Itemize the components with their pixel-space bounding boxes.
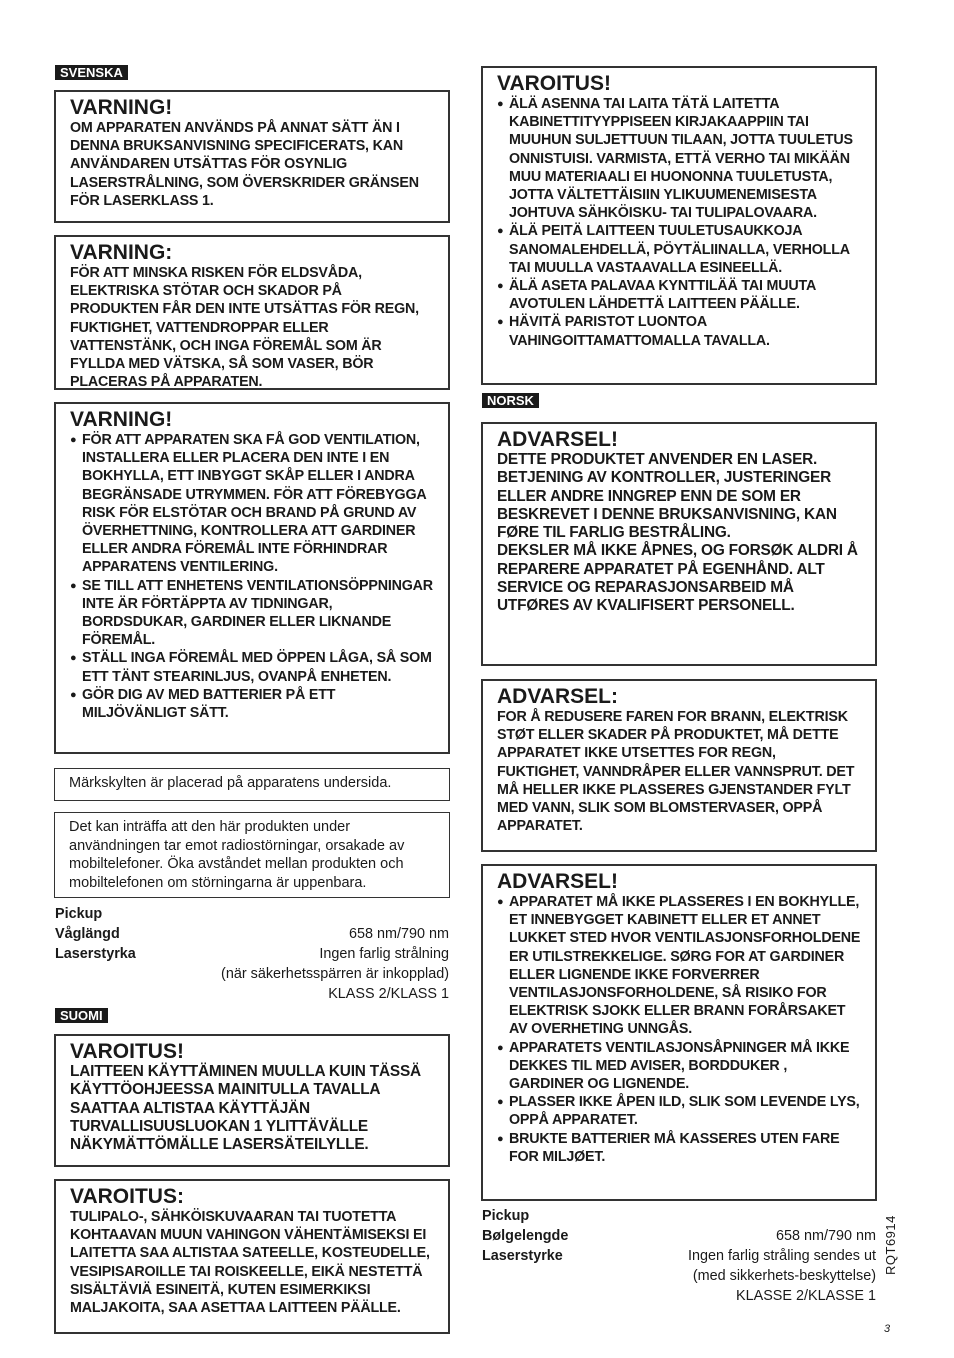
- spec-label: Våglängd: [55, 926, 120, 942]
- bullet-item: ● SE TILL ATT ENHETENS VENTILATIONSÖPPNINGAR INTE ÄR FÖRTÄPPTA AV TIDNINGAR, BORDSDUKAR, GARDINER ELLER LIKNANDE FÖREMÅL.: [70, 577, 434, 650]
- interference-note: [54, 812, 450, 898]
- spec-value: Ingen farlig strålning: [319, 946, 449, 962]
- spec-value: 658 nm/790 nm: [776, 1228, 876, 1244]
- laser-spec-sv: [55, 904, 449, 1004]
- warning-heading: VARNING!: [70, 96, 173, 119]
- bullet-item: ● HÄVITÄ PARISTOT LUONTOA VAHINGOITTAMATTOMALLA TAVALLA.: [497, 313, 861, 349]
- page-number: 3: [884, 1323, 891, 1335]
- warning-heading: VARNING:: [70, 241, 173, 264]
- spec-heading: Pickup: [482, 1208, 530, 1224]
- warning-box-ventilation-no: [481, 864, 877, 1201]
- spec-value: 658 nm/790 nm: [349, 926, 449, 942]
- document-code: RQT6914: [883, 1215, 898, 1275]
- bullet-item: ● ÄLÄ ASENNA TAI LAITA TÄTÄ LAITETTA KABINETTITYYPPISEEN KIRJAKAAPPIIN TAI MUUHUN SULJETTUUN TILAAN, JOTTA TUULETUS ONNISTUISI. VARMISTA, ETTÄ VERHO TAI MIKÄÄN MUU MATERIAALI EI HUONONNA TUULETUSTA, JOTTA VÄLTETTÄISIIN YLIKUUMENEMISESTA JOHTUVA SÄHKÖISKU- TAI TULIPALOVAARA.: [497, 95, 861, 222]
- warning-heading: ADVARSEL!: [497, 870, 618, 893]
- warning-heading: VARNING!: [70, 408, 173, 431]
- bullet-item: ● STÄLL INGA FÖREMÅL MED ÖPPEN LÅGA, SÅ SOM ETT TÄNT STEARINLJUS, OVANPÅ ENHETEN.: [70, 649, 434, 685]
- warning-text: FOR Å REDUSERE FAREN FOR BRANN, ELEKTRISK STØT ELLER SKADER PÅ PRODUKTET, MÅ DETTE APPARATET IKKE UTSETTES FOR REGN, FUKTIGHET, VANNDRÅPER ELLER VANNSPRUT. DET MÅ HELLER IKKE PLASSERES GJENSTANDER FYLT MED VANN, SLIK SOM BLOMSTERVASER, OPPÅ APPARATET.: [497, 709, 855, 835]
- spec-label: Laserstyrke: [482, 1248, 563, 1264]
- warning-box-fire-sv: [54, 235, 450, 390]
- spec-value: KLASS 2/KLASS 1: [328, 986, 449, 1002]
- warning-text: DEKSLER MÅ IKKE ÅPNES, OG FORSØK ALDRI Å REPARERE APPARATET PÅ EGENHÅND. ALT SERVICE OG REPARASJONSARBEID MÅ UTFØRES AV KVALIFISERT PERSONELL.: [497, 542, 858, 615]
- warning-heading: VAROITUS!: [70, 1040, 184, 1063]
- warning-heading: VAROITUS:: [70, 1185, 184, 1208]
- warning-text: FÖR ATT MINSKA RISKEN FÖR ELDSVÅDA, ELEKTRISKA STÖTAR OCH SKADOR PÅ PRODUKTEN FÅR DEN INTE UTSÄTTAS FÖR REGN, FUKTIGHET, VATTENDROPPAR ELLER VATTENSTÄNK, OCH INGA FÖREMÅL SOM ÄR FYLLDA MED VÄTSKA, SÅ SOM VASER, BÖR PLACERAS PÅ APPARATEN.: [70, 265, 419, 391]
- note-text: Det kan inträffa att den här produkten under användningen tar emot radiostörningar, orsakade av mobiltelefoner. Öka avståndet mellan produkten och mobiltelefonen om störningarna är uppenbara.: [69, 819, 405, 891]
- spec-value: KLASSE 2/KLASSE 1: [736, 1288, 876, 1304]
- spec-value: Ingen farlig stråling sendes ut: [688, 1248, 876, 1264]
- spec-label: Bølgelengde: [482, 1228, 569, 1244]
- warning-text: LAITTEEN KÄYTTÄMINEN MUULLA KUIN TÄSSÄ KÄYTTÖOHJEESSA MAINITULLA TAVALLA SAATTAA ALTISTAA KÄYTTÄJÄN TURVALLISUUSLUOKAN 1 YLITTÄVÄLLE NÄKYMÄTTÖMÄLLE LASERSÄTEILYLLE.: [70, 1063, 421, 1154]
- warning-box-laser-sv: [54, 90, 450, 223]
- bullet-item: ● APPARATETS VENTILASJONSÅPNINGER MÅ IKKE DEKKES TIL MED AVISER, BORDDUKER , GARDINER OG LIGNENDE.: [497, 1039, 861, 1094]
- bullet-item: ● ÄLÄ PEITÄ LAITTEEN TUULETUSAUKKOJA SANOMALEHDELLÄ, PÖYTÄLIINALLA, VERHOLLA TAI MUULLA VASTAAVALLA ESINEELLÄ.: [497, 222, 861, 277]
- warning-heading: VAROITUS!: [497, 72, 611, 95]
- bullet-item: ● APPARATET MÅ IKKE PLASSERES I EN BOKHYLLE, ET INNEBYGGET KABINETT ELLER ET ANNET LUKKET STED HVOR VENTILASJONSFORHOLDENE ER UTILSTREKKELIGE. SØRG FOR AT GARDINER ELLER LIGNENDE IKKE FORVERRER VENTILASJONSFORHOLDENE, SÅ RISIKO FOR ELEKTRISK SJOKK ELLER BRANN FORÅRSAKET AV OVERHETING UNNGÅS.: [497, 893, 861, 1039]
- bullet-item: ● GÖR DIG AV MED BATTERIER PÅ ETT MILJÖVÄNLIGT SÄTT.: [70, 686, 434, 722]
- spec-heading: Pickup: [55, 906, 103, 922]
- language-tag-svenska: SVENSKA: [55, 65, 128, 80]
- laser-spec-no: [482, 1206, 876, 1306]
- warning-text: TULIPALO-, SÄHKÖISKUVAARAN TAI TUOTETTA KOHTAAVAN MUUN VAHINGON VÄHENTÄMISEKSI EI LAITETTA SAA ALTISTAA SATEELLE, KOSTEUDELLE, VESIPISAROILLE TAI ROISKEELLE, EIKÄ NESTETTÄ SISÄLTÄVIÄ ESINEITÄ, KUTEN ESIMERKIKSI MALJAKOITA, SAA ASETTAA LAITTEEN PÄÄLLE.: [70, 1209, 430, 1317]
- warning-bullet-list: [70, 431, 434, 722]
- language-tag-suomi: SUOMI: [55, 1008, 108, 1023]
- warning-box-ventilation-sv: [54, 402, 450, 754]
- rating-label-note: [54, 768, 450, 801]
- warning-heading: ADVARSEL!: [497, 428, 618, 451]
- warning-box-fire-fi: [54, 1179, 450, 1334]
- note-text: Märkskylten är placerad på apparatens undersida.: [69, 775, 392, 791]
- bullet-item: ● ÄLÄ ASETA PALAVAA KYNTTILÄÄ TAI MUUTA AVOTULEN LÄHDETTÄ LAITTEEN PÄÄLLE.: [497, 277, 861, 313]
- spec-value: (när säkerhetsspärren är inkopplad): [221, 966, 449, 982]
- bullet-item: ● PLASSER IKKE ÅPEN ILD, SLIK SOM LEVENDE LYS, OPPÅ APPARATET.: [497, 1093, 861, 1129]
- bullet-item: ● FÖR ATT APPARATEN SKA FÅ GOD VENTILATION, INSTALLERA ELLER PLACERA DEN INTE I EN BOKHYLLA, ETT INBYGGT SKÅP ELLER I ANDRA BEGRÄNSADE UTRYMMEN. FÖR ATT FÖREBYGGA RISK FÖR ELSTÖTAR OCH BRAND PÅ GRUND AV ÖVERHETTNING, KONTROLLERA ATT GARDINER ELLER ANDRA FÖREMÅL INTE FÖRHINDRAR APPARATENS VENTILERING.: [70, 431, 434, 577]
- language-tag-norsk: NORSK: [482, 393, 539, 408]
- bullet-item: ● BRUKTE BATTERIER MÅ KASSERES UTEN FARE FOR MILJØET.: [497, 1130, 861, 1166]
- warning-heading: ADVARSEL:: [497, 685, 618, 708]
- warning-bullet-list: [497, 893, 861, 1166]
- warning-box-ventilation-fi: [481, 66, 877, 385]
- warning-box-laser-no: [481, 422, 877, 666]
- warning-box-laser-fi: [54, 1034, 450, 1167]
- warning-text: DETTE PRODUKTET ANVENDER EN LASER. BETJENING AV KONTROLLER, JUSTERINGER ELLER ANDRE INNGREP ENN DE SOM ER BESKREVET I DENNE BRUKSANVISNING, KAN FØRE TIL FARLIG BESTRÅLING.: [497, 451, 837, 542]
- warning-text: OM APPARATEN ANVÄNDS PÅ ANNAT SÄTT ÄN I DENNA BRUKSANVISNING SPECIFICERATS, KAN ANVÄNDAREN UTSÄTTAS FÖR OSYNLIG LASERSTRÅLNING, SOM ÖVERSKRIDER GRÄNSEN FÖR LASERKLASS 1.: [70, 120, 419, 209]
- spec-label: Laserstyrka: [55, 946, 136, 962]
- warning-box-fire-no: [481, 679, 877, 852]
- warning-bullet-list: [497, 95, 861, 350]
- spec-value: (med sikkerhets-beskyttelse): [692, 1268, 876, 1284]
